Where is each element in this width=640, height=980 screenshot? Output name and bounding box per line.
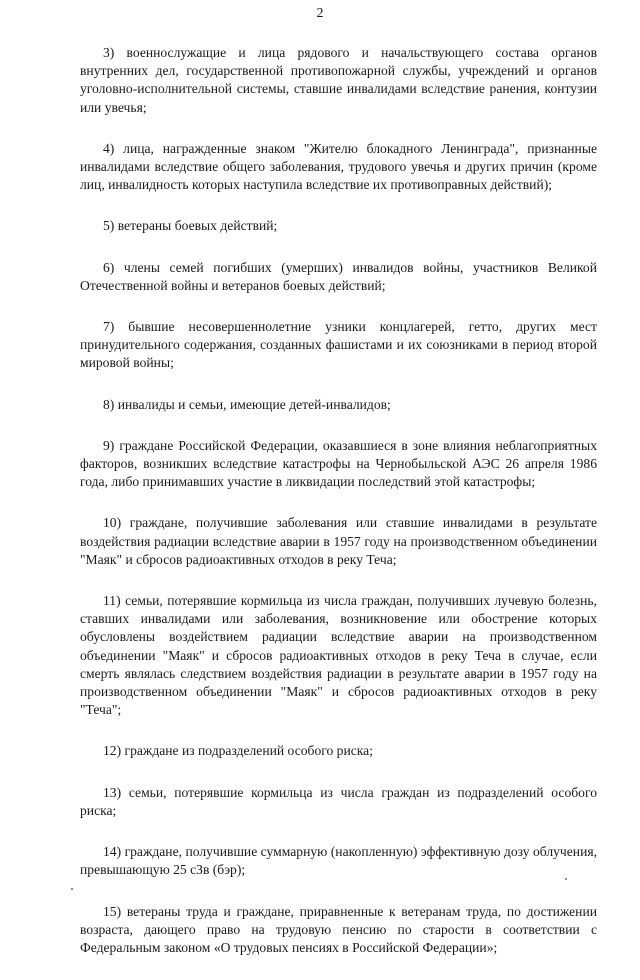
list-item: 11) семьи, потерявшие кормильца из числа граждан, получивших лучевую болезнь, ставших инвалидами или заболевания, возникновение или обострение которых обусловлены воздействием радиации вследствие аварии на производственном объединении "Маяк" и сбросов радиоактивных отходов в реку Теча в случае, если смерть являлась следствием воздействия радиации в результате аварии в 1957 году на производственном объединении "Маяк" и сбросов радиоактивных отходов в реку "Теча"; — [80, 593, 597, 718]
list-item: 12) граждане из подразделений особого риска; — [103, 743, 373, 759]
scan-speck — [565, 878, 567, 880]
document-body — [80, 44, 597, 980]
list-item: 9) граждане Российской Федерации, оказавшиеся в зоне влияния неблагоприятных факторов, возникших вследствие катастрофы на Чернобыльской АЭС 26 апреля 1986 года, либо принимавших участие в ликвидации последствий этой катастрофы; — [80, 437, 597, 490]
scan-speck — [71, 888, 73, 890]
list-item: 13) семьи, потерявшие кормильца из числа граждан из подразделений особого риска; — [80, 784, 597, 818]
list-item: 6) члены семей погибших (умерших) инвалидов войны, участников Великой Отечественной войны и ветеранов боевых действий; — [80, 259, 597, 293]
list-item: 14) граждане, получившие суммарную (накопленную) эффективную дозу облучения, превышающую 25 сЗв (бэр); — [80, 844, 597, 878]
list-item: 15) ветераны труда и граждане, приравненные к ветеранам труда, по достижении возраста, дающего право на трудовую пенсию по старости в соответствии с Федеральным законом «О трудовых пенсиях в Российской Федерации»; — [80, 903, 597, 955]
list-item: 4) лица, награжденные знаком "Жителю блокадного Ленинграда", признанные инвалидами вследствие общего заболевания, трудового увечья и других причин (кроме лиц, инвалидность которых наступила вследствие их противоправных действий); — [80, 140, 597, 193]
list-item: 3) военнослужащие и лица рядового и начальствующего состава органов внутренних дел, государственной противопожарной службы, учреждений и органов уголовно-исполнительной системы, ставшие инвалидами вследствие ранения, контузии или увечья; — [80, 45, 597, 115]
list-item: 8) инвалиды и семьи, имеющие детей-инвалидов; — [103, 396, 391, 412]
list-item: 7) бывшие несовершеннолетние узники концлагерей, гетто, других мест принудительного содержания, созданных фашистами и их союзниками в период второй мировой войны; — [80, 319, 597, 371]
page-number: 2 — [316, 6, 324, 21]
list-item: 5) ветераны боевых действий; — [103, 218, 278, 234]
list-item: 10) граждане, получившие заболевания или ставшие инвалидами в результате воздействия радиации вследствие аварии в 1957 году на производственном объединении "Маяк" и сбросов радиоактивных отходов в реку Теча; — [80, 515, 597, 567]
